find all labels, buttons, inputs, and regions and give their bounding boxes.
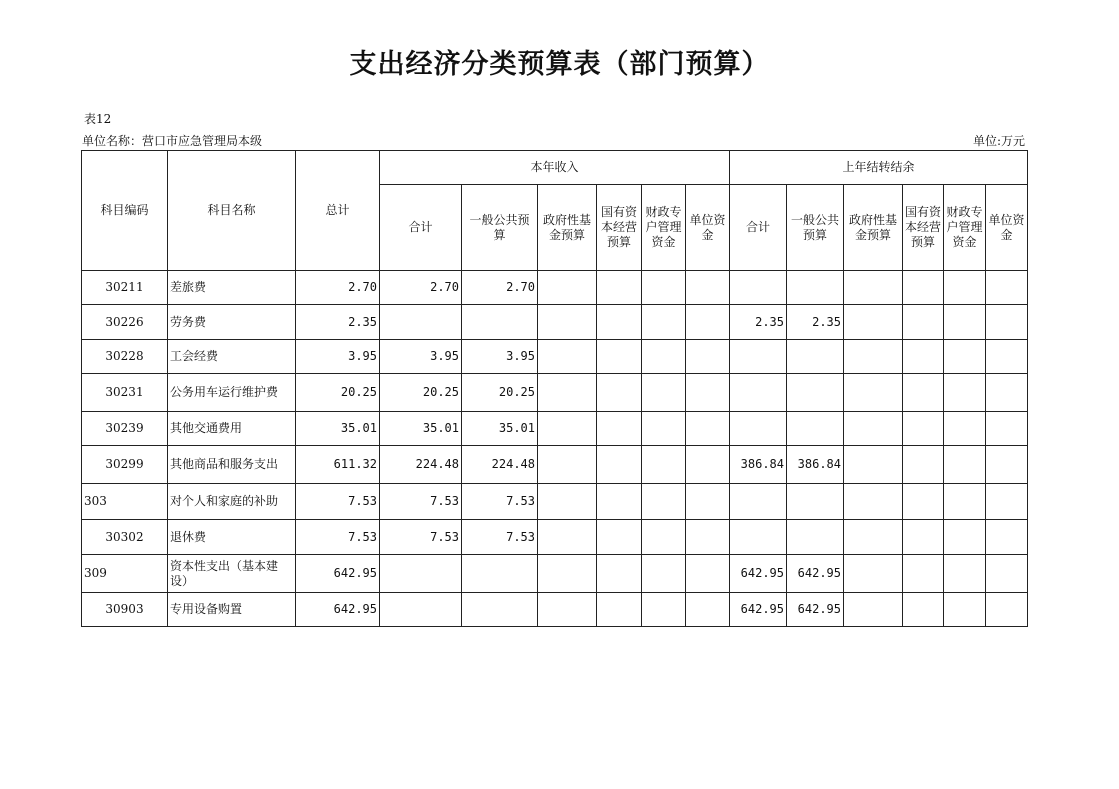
header-cy-col: 财政专户管理资金 xyxy=(642,185,686,271)
row-code: 30226 xyxy=(82,305,168,340)
table-row xyxy=(82,305,1028,340)
row-co-total xyxy=(730,340,787,374)
row-name: 其他商品和服务支出 xyxy=(168,446,296,484)
row-cy-total: 7.53 xyxy=(380,484,462,520)
row-co-total xyxy=(730,271,787,305)
row-total: 7.53 xyxy=(296,520,380,555)
row-total: 35.01 xyxy=(296,412,380,446)
header-cy-col: 国有资本经营预算 xyxy=(597,185,642,271)
header-cy-col: 一般公共预算 xyxy=(462,185,538,271)
header-co-col: 一般公共预算 xyxy=(787,185,844,271)
row-name: 资本性支出（基本建设） xyxy=(168,555,296,593)
row-co-general xyxy=(787,271,844,305)
row-total: 20.25 xyxy=(296,374,380,412)
row-co-total xyxy=(730,484,787,520)
header-cy-col: 单位资金 xyxy=(686,185,730,271)
row-total: 642.95 xyxy=(296,593,380,627)
row-code: 30302 xyxy=(82,520,168,555)
table-row xyxy=(82,374,1028,412)
header-cy-col: 合计 xyxy=(380,185,462,271)
table-row xyxy=(82,446,1028,484)
header-name: 科目名称 xyxy=(168,151,296,271)
row-code: 30239 xyxy=(82,412,168,446)
unit-name: 单位名称：营口市应急管理局本级 xyxy=(82,134,263,148)
header-co-col: 财政专户管理资金 xyxy=(944,185,986,271)
row-cy-total: 224.48 xyxy=(380,446,462,484)
row-cy-general: 3.95 xyxy=(462,340,538,374)
row-cy-general xyxy=(462,305,538,340)
row-code: 303 xyxy=(82,484,168,520)
header-code: 科目编码 xyxy=(82,151,168,271)
header-current-year: 本年收入 xyxy=(380,151,730,185)
row-cy-general: 35.01 xyxy=(462,412,538,446)
row-co-general xyxy=(787,340,844,374)
row-cy-general: 20.25 xyxy=(462,374,538,412)
row-code: 30211 xyxy=(82,271,168,305)
row-name: 差旅费 xyxy=(168,271,296,305)
row-code: 309 xyxy=(82,555,168,593)
row-co-total: 642.95 xyxy=(730,555,787,593)
row-name: 专用设备购置 xyxy=(168,593,296,627)
row-cy-total xyxy=(380,555,462,593)
row-total: 642.95 xyxy=(296,555,380,593)
row-cy-general: 224.48 xyxy=(462,446,538,484)
row-co-total: 642.95 xyxy=(730,593,787,627)
header-co-col: 合计 xyxy=(730,185,787,271)
row-total: 2.70 xyxy=(296,271,380,305)
row-cy-total: 2.70 xyxy=(380,271,462,305)
row-total: 611.32 xyxy=(296,446,380,484)
row-cy-total xyxy=(380,593,462,627)
row-cy-general: 2.70 xyxy=(462,271,538,305)
table-row xyxy=(82,555,1028,593)
header-co-col: 国有资本经营预算 xyxy=(903,185,944,271)
unit-label: 单位:万元 xyxy=(972,134,1025,148)
table-row xyxy=(82,340,1028,374)
row-co-total: 2.35 xyxy=(730,305,787,340)
row-name: 其他交通费用 xyxy=(168,412,296,446)
row-cy-general xyxy=(462,555,538,593)
row-co-general xyxy=(787,412,844,446)
row-cy-general xyxy=(462,593,538,627)
table-number: 表12 xyxy=(84,112,112,126)
budget-table xyxy=(81,150,1028,627)
row-cy-total: 7.53 xyxy=(380,520,462,555)
row-name: 劳务费 xyxy=(168,305,296,340)
row-name: 工会经费 xyxy=(168,340,296,374)
row-total: 3.95 xyxy=(296,340,380,374)
row-co-general: 642.95 xyxy=(787,555,844,593)
header-carryover: 上年结转结余 xyxy=(730,151,1028,185)
row-cy-total xyxy=(380,305,462,340)
row-cy-total: 35.01 xyxy=(380,412,462,446)
row-code: 30228 xyxy=(82,340,168,374)
header-co-col: 政府性基金预算 xyxy=(844,185,903,271)
row-co-total: 386.84 xyxy=(730,446,787,484)
row-cy-total: 3.95 xyxy=(380,340,462,374)
row-name: 退休费 xyxy=(168,520,296,555)
table-row xyxy=(82,412,1028,446)
table-row xyxy=(82,484,1028,520)
row-co-general: 386.84 xyxy=(787,446,844,484)
row-code: 30299 xyxy=(82,446,168,484)
row-total: 7.53 xyxy=(296,484,380,520)
row-co-general xyxy=(787,484,844,520)
row-name: 公务用车运行维护费 xyxy=(168,374,296,412)
header-co-col: 单位资金 xyxy=(986,185,1028,271)
row-co-general xyxy=(787,374,844,412)
row-name: 对个人和家庭的补助 xyxy=(168,484,296,520)
table-row xyxy=(82,593,1028,627)
row-co-total xyxy=(730,412,787,446)
row-cy-general: 7.53 xyxy=(462,520,538,555)
row-co-general: 2.35 xyxy=(787,305,844,340)
page-title: 支出经济分类预算表（部门预算） xyxy=(349,49,770,80)
header-total: 总计 xyxy=(296,151,380,271)
row-total: 2.35 xyxy=(296,305,380,340)
row-co-general: 642.95 xyxy=(787,593,844,627)
table-row xyxy=(82,271,1028,305)
row-code: 30903 xyxy=(82,593,168,627)
row-co-general xyxy=(787,520,844,555)
row-cy-total: 20.25 xyxy=(380,374,462,412)
row-cy-general: 7.53 xyxy=(462,484,538,520)
table-row xyxy=(82,520,1028,555)
header-cy-col: 政府性基金预算 xyxy=(538,185,597,271)
row-code: 30231 xyxy=(82,374,168,412)
row-co-total xyxy=(730,374,787,412)
row-co-total xyxy=(730,520,787,555)
